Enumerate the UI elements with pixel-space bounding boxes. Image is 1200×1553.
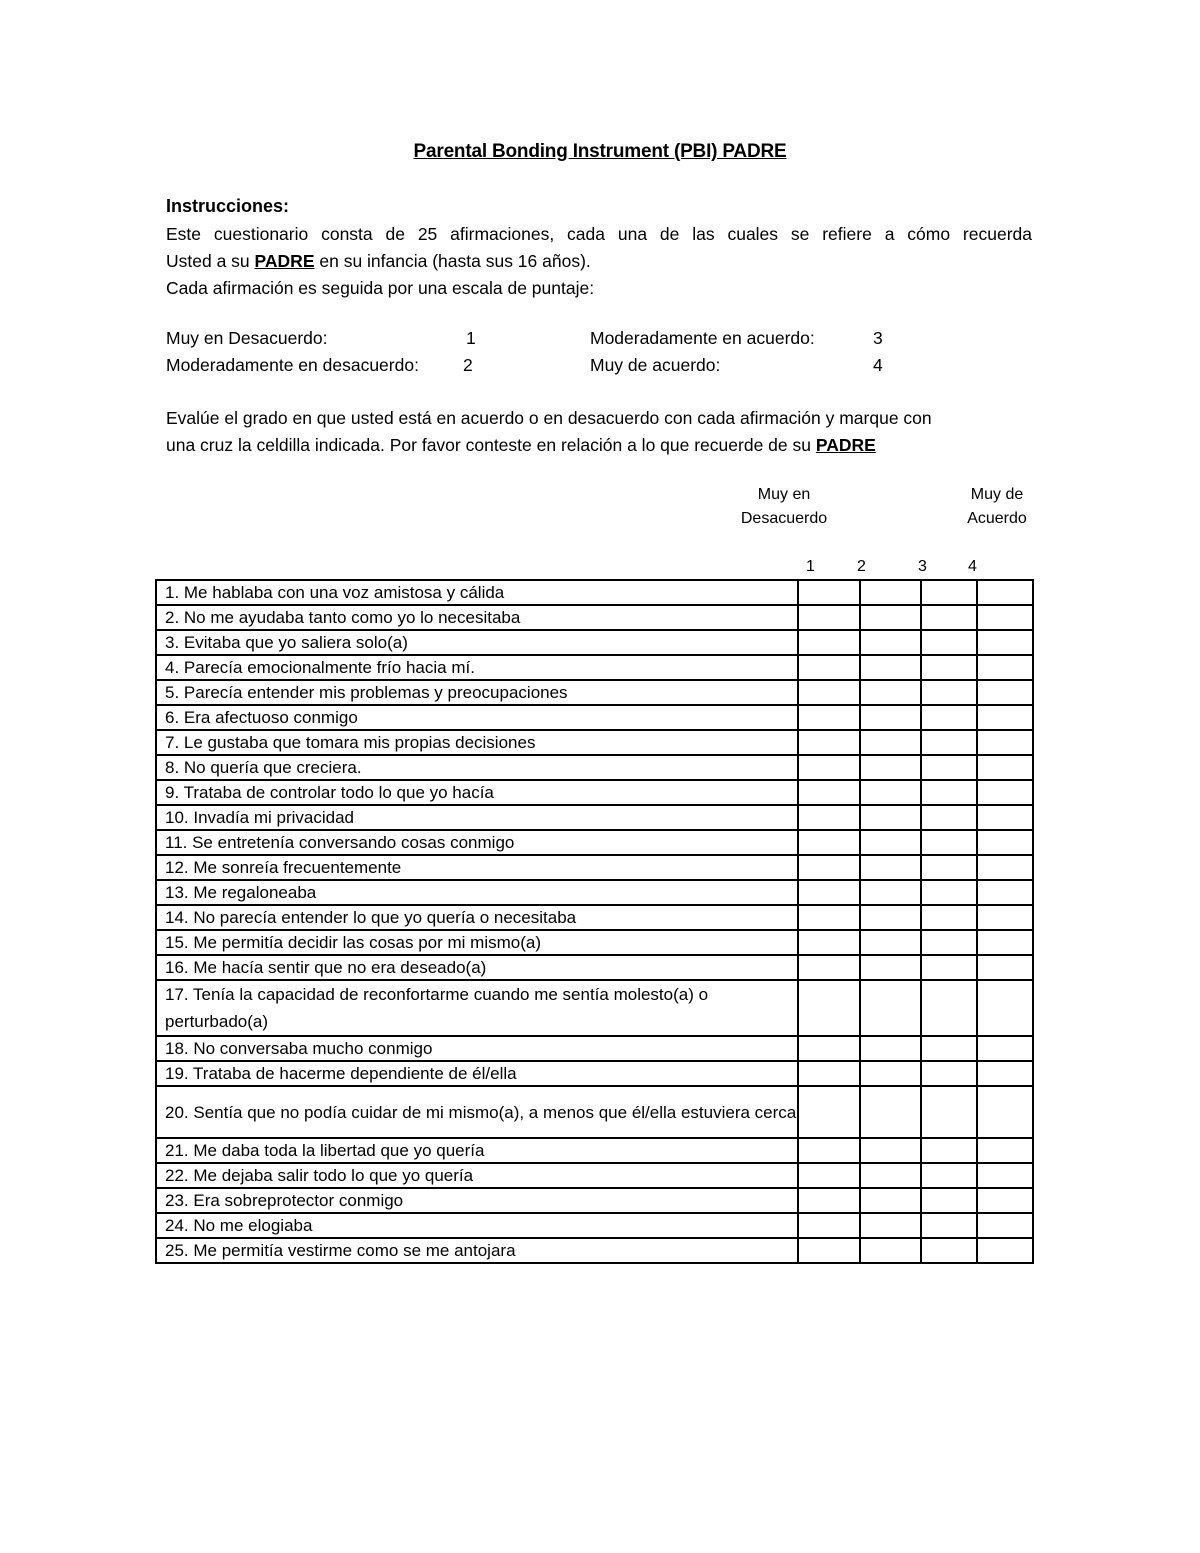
answer-cell-1[interactable] [798,605,860,630]
item-statement: 9. Trataba de controlar todo lo que yo hacía [156,780,798,805]
answer-cell-4[interactable] [977,705,1033,730]
answer-cell-2[interactable] [860,805,921,830]
item-statement: 24. No me elogiaba [156,1213,798,1238]
answer-cell-4[interactable] [977,930,1033,955]
evaluate-paragraph [166,405,1046,459]
page-title: Parental Bonding Instrument (PBI) PADRE [413,141,787,162]
answer-cell-3[interactable] [921,1213,977,1238]
table-row [156,855,1033,880]
answer-cell-4[interactable] [977,1213,1033,1238]
item-statement: 4. Parecía emocionalmente frío hacia mí. [156,655,798,680]
column-number-3: 3 [918,558,927,575]
scale-2-value: 2 [463,355,473,375]
answer-cell-1[interactable] [798,655,860,680]
answer-cell-3[interactable] [921,880,977,905]
answer-cell-3[interactable] [921,1086,977,1138]
table-row [156,580,1033,605]
answer-cell-1[interactable] [798,1163,860,1188]
answer-cell-2[interactable] [860,930,921,955]
table-row [156,1238,1033,1263]
answer-cell-2[interactable] [860,605,921,630]
answer-cell-3[interactable] [921,705,977,730]
instructions-line-2 [166,248,1032,275]
answer-cell-3[interactable] [921,605,977,630]
answer-cell-3[interactable] [921,1061,977,1086]
answer-cell-4[interactable] [977,830,1033,855]
answer-cell-4[interactable] [977,680,1033,705]
answer-cell-1[interactable] [798,905,860,930]
table-row [156,1086,1033,1138]
answer-cell-2[interactable] [860,680,921,705]
column-header-agree-line-2: Acuerdo [967,510,1027,527]
instructions-label: Instrucciones: [166,196,290,216]
answer-cell-3[interactable] [921,1138,977,1163]
item-statement: 12. Me sonreía frecuentemente [156,855,798,880]
answer-cell-3[interactable] [921,630,977,655]
table-row [156,705,1033,730]
answer-cell-2[interactable] [860,655,921,680]
table-row [156,1213,1033,1238]
item-statement: 10. Invadía mi privacidad [156,805,798,830]
answer-cell-1[interactable] [798,1238,860,1263]
column-number-2: 2 [857,558,866,575]
answer-cell-4[interactable] [977,880,1033,905]
answer-cell-4[interactable] [977,605,1033,630]
answer-cell-1[interactable] [798,980,860,1036]
item-statement: 16. Me hacía sentir que no era deseado(a) [156,955,798,980]
answer-cell-2[interactable] [860,980,921,1036]
table-row [156,1163,1033,1188]
column-header-agree-line-1: Muy de [970,486,1024,503]
item-statement: 3. Evitaba que yo saliera solo(a) [156,630,798,655]
item-statement: 21. Me daba toda la libertad que yo quería [156,1138,798,1163]
answer-cell-4[interactable] [977,630,1033,655]
item-statement: 15. Me permitía decidir las cosas por mi mismo(a) [156,930,798,955]
table-row [156,1036,1033,1061]
item-statement: 18. No conversaba mucho conmigo [156,1036,798,1061]
item-statement: 22. Me dejaba salir todo lo que yo quería [156,1163,798,1188]
answer-cell-1[interactable] [798,1188,860,1213]
column-header-disagree-line-2: Desacuerdo [740,510,828,527]
answer-cell-3[interactable] [921,1188,977,1213]
instructions-line-1: Este cuestionario consta de 25 afirmaciones, cada una de las cuales se refiere a cómo recuerda [166,224,1032,244]
table-row [156,730,1033,755]
answer-cell-1[interactable] [798,780,860,805]
answer-cell-2[interactable] [860,780,921,805]
answer-cell-2[interactable] [860,855,921,880]
item-statement: 25. Me permitía vestirme como se me antojara [156,1238,798,1263]
answer-cell-2[interactable] [860,1188,921,1213]
evaluate-line-2: una cruz la celdilla indicada. Por favor conteste en relación a lo que recuerde de su [166,435,816,455]
answer-cell-2[interactable] [860,1238,921,1263]
answer-cell-4[interactable] [977,905,1033,930]
answer-cell-4[interactable] [977,1188,1033,1213]
column-header-disagree-line-1: Muy en [757,486,811,503]
table-row [156,630,1033,655]
instructions-line-2-end: en su infancia (hasta sus 16 años). [314,251,591,271]
answer-cell-2[interactable] [860,1163,921,1188]
table-row [156,905,1033,930]
scale-4-value: 4 [873,355,883,375]
answer-cell-3[interactable] [921,1036,977,1061]
answer-cell-2[interactable] [860,705,921,730]
answer-cell-3[interactable] [921,830,977,855]
answer-cell-2[interactable] [860,1086,921,1138]
answer-cell-1[interactable] [798,680,860,705]
answer-cell-4[interactable] [977,1238,1033,1263]
item-statement: 13. Me regaloneaba [156,880,798,905]
answer-cell-4[interactable] [977,655,1033,680]
table-row [156,1138,1033,1163]
answer-cell-4[interactable] [977,730,1033,755]
answer-cell-3[interactable] [921,730,977,755]
answer-cell-1[interactable] [798,955,860,980]
answer-cell-3[interactable] [921,805,977,830]
scale-2-label: Moderadamente en desacuerdo: [166,355,419,375]
answer-cell-1[interactable] [798,730,860,755]
answer-cell-3[interactable] [921,855,977,880]
parent-emphasis-2: PADRE [815,435,876,455]
answer-cell-3[interactable] [921,1238,977,1263]
instructions-line-3: Cada afirmación es seguida por una escala de puntaje: [166,278,595,298]
column-header-disagree [718,483,850,531]
answer-cell-3[interactable] [921,930,977,955]
instructions-paragraph [166,221,1032,302]
answer-cell-3[interactable] [921,580,977,605]
item-statement: 8. No quería que creciera. [156,755,798,780]
answer-cell-1[interactable] [798,1213,860,1238]
table-row [156,805,1033,830]
item-statement: 2. No me ayudaba tanto como yo lo necesitaba [156,605,798,630]
answer-cell-3[interactable] [921,780,977,805]
table-row [156,780,1033,805]
answer-cell-1[interactable] [798,1036,860,1061]
table-row [156,680,1033,705]
answer-cell-2[interactable] [860,1213,921,1238]
answer-cell-2[interactable] [860,830,921,855]
answer-cell-1[interactable] [798,855,860,880]
answer-cell-1[interactable] [798,805,860,830]
answer-cell-4[interactable] [977,780,1033,805]
table-row [156,980,1033,1036]
table-row [156,605,1033,630]
answer-cell-1[interactable] [798,630,860,655]
answer-cell-4[interactable] [977,1036,1033,1061]
evaluate-line-1: Evalúe el grado en que usted está en acuerdo o en desacuerdo con cada afirmación y marque con [166,408,932,428]
column-number-1: 1 [806,558,815,575]
column-number-4: 4 [968,558,977,575]
answer-cell-1[interactable] [798,1086,860,1138]
answer-cell-4[interactable] [977,980,1033,1036]
table-row [156,1188,1033,1213]
answer-cell-4[interactable] [977,1138,1033,1163]
scale-3-value: 3 [873,328,883,348]
answer-cell-2[interactable] [860,905,921,930]
answer-cell-2[interactable] [860,880,921,905]
item-statement: 1. Me hablaba con una voz amistosa y cálida [156,580,798,605]
scale-4-label: Muy de acuerdo: [590,355,721,375]
item-statement: 11. Se entretenía conversando cosas conmigo [156,830,798,855]
answer-cell-3[interactable] [921,980,977,1036]
answer-cell-1[interactable] [798,755,860,780]
answer-cell-3[interactable] [921,905,977,930]
scale-1-value: 1 [466,328,476,348]
answer-cell-4[interactable] [977,805,1033,830]
answer-cell-1[interactable] [798,930,860,955]
answer-cell-4[interactable] [977,1061,1033,1086]
table-row [156,655,1033,680]
answer-cell-3[interactable] [921,680,977,705]
answer-cell-3[interactable] [921,655,977,680]
item-statement: 5. Parecía entender mis problemas y preocupaciones [156,680,798,705]
column-header-agree [950,483,1044,531]
answer-cell-4[interactable] [977,1086,1033,1138]
answer-cell-4[interactable] [977,1163,1033,1188]
item-statement: 19. Trataba de hacerme dependiente de él/ella [156,1061,798,1086]
answer-cell-2[interactable] [860,955,921,980]
item-statement: 6. Era afectuoso conmigo [156,705,798,730]
item-statement: 17. Tenía la capacidad de reconfortarme cuando me sentía molesto(a) o perturbado(a) [156,980,798,1036]
answer-cell-1[interactable] [798,580,860,605]
parent-emphasis: PADRE [254,251,315,271]
answer-cell-3[interactable] [921,755,977,780]
table-row [156,955,1033,980]
answer-cell-2[interactable] [860,755,921,780]
answer-cell-4[interactable] [977,855,1033,880]
answer-cell-2[interactable] [860,580,921,605]
answer-cell-2[interactable] [860,1138,921,1163]
table-row [156,1061,1033,1086]
scale-1-label: Muy en Desacuerdo: [166,328,328,348]
answer-cell-2[interactable] [860,630,921,655]
item-statement: 23. Era sobreprotector conmigo [156,1188,798,1213]
table-row [156,830,1033,855]
table-row [156,930,1033,955]
table-row [156,880,1033,905]
item-statement: 20. Sentía que no podía cuidar de mi mismo(a), a menos que él/ella estuviera cerca [156,1086,798,1138]
answer-cell-4[interactable] [977,755,1033,780]
answer-cell-4[interactable] [977,955,1033,980]
answer-cell-2[interactable] [860,1061,921,1086]
answer-cell-2[interactable] [860,1036,921,1061]
answer-cell-3[interactable] [921,955,977,980]
item-statement: 7. Le gustaba que tomara mis propias decisiones [156,730,798,755]
answer-cell-1[interactable] [798,705,860,730]
answer-cell-1[interactable] [798,1061,860,1086]
scale-3-label: Moderadamente en acuerdo: [590,328,815,348]
table-row [156,755,1033,780]
answer-cell-3[interactable] [921,1163,977,1188]
answer-cell-2[interactable] [860,730,921,755]
items-table-body [156,580,1033,1263]
item-statement: 14. No parecía entender lo que yo quería o necesitaba [156,905,798,930]
answer-cell-1[interactable] [798,1138,860,1163]
answer-cell-1[interactable] [798,830,860,855]
answer-cell-1[interactable] [798,880,860,905]
items-table [155,579,1034,1264]
answer-cell-4[interactable] [977,580,1033,605]
instructions-line-2-start: Usted a su [166,251,255,271]
